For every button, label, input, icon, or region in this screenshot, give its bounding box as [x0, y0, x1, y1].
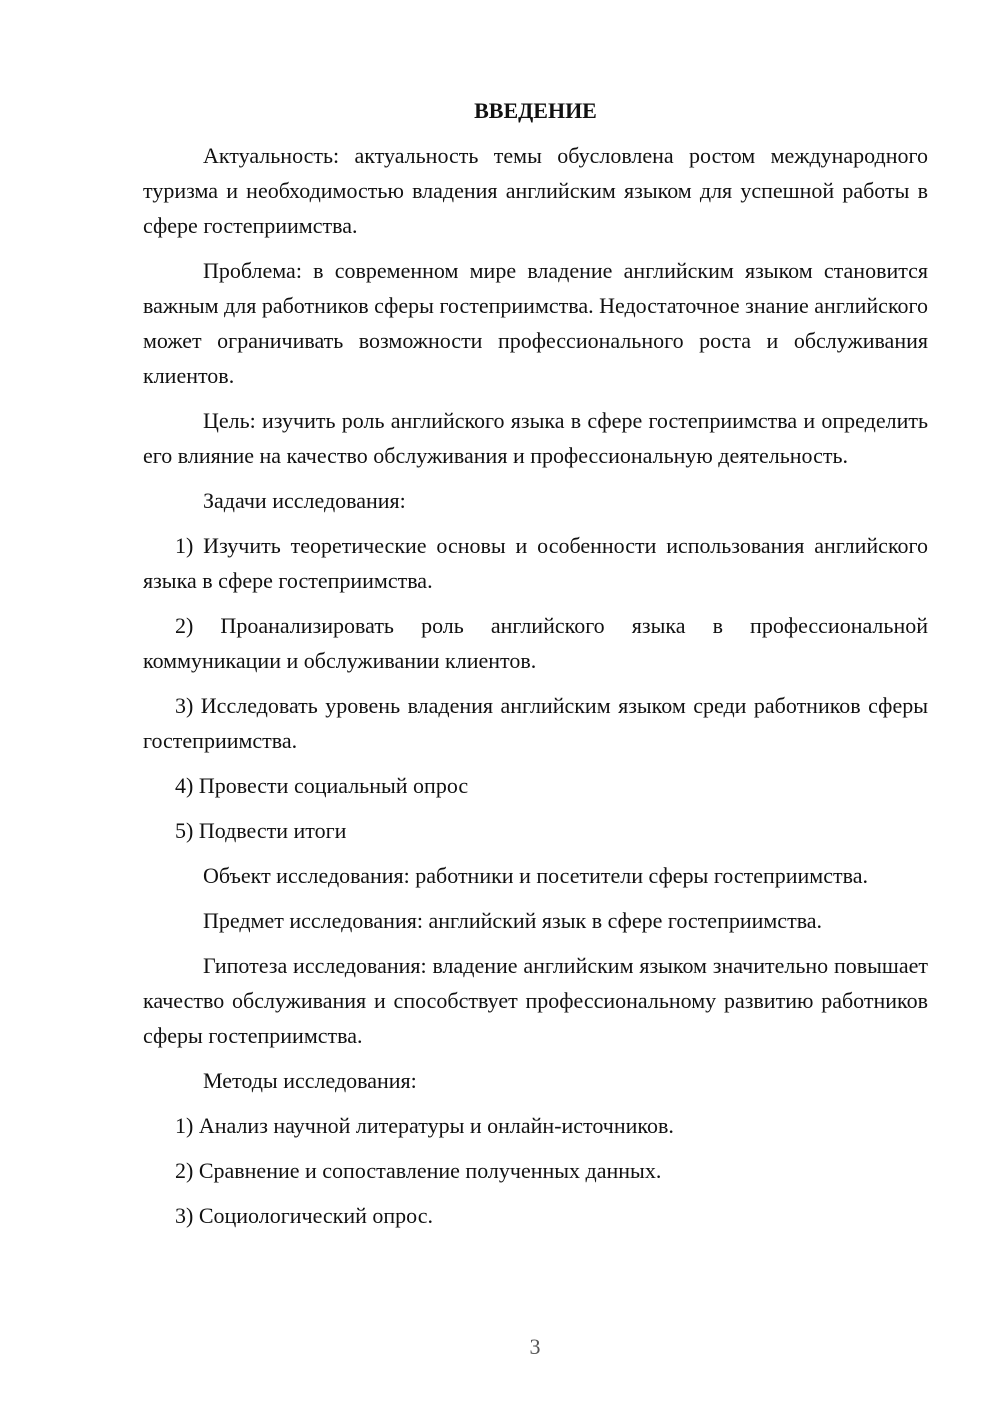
subject-paragraph: Предмет исследования: английский язык в сфере гостеприимства.: [203, 908, 823, 933]
methods-heading: Методы исследования:: [203, 1068, 417, 1093]
document-page: [143, 96, 928, 1243]
method-item: 1) Анализ научной литературы и онлайн-источников.: [175, 1113, 674, 1138]
task-item: 4) Провести социальный опрос: [175, 773, 469, 798]
tasks-heading: Задачи исследования:: [203, 488, 406, 513]
page-number: 3: [529, 1334, 541, 1359]
task-item: 5) Подвести итоги: [175, 818, 347, 843]
problem-paragraph: Проблема: в современном мире владение английским языком становится важным для работников сферы гостеприимства. Недостаточное знание английского может ограничивать возможности профессионального роста и обслуживания клиентов.: [143, 258, 928, 388]
hypothesis-paragraph: Гипотеза исследования: владение английским языком значительно повышает качество обслуживания и способствует профессиональному развитию работников сферы гостеприимства.: [143, 953, 928, 1048]
method-item: 3) Социологический опрос.: [175, 1203, 433, 1228]
section-title: ВВЕДЕНИЕ: [474, 98, 597, 123]
method-item: 2) Сравнение и сопоставление полученных данных.: [175, 1158, 662, 1183]
task-item: 1) Изучить теоретические основы и особенности использования английского языка в сфере гостеприимства.: [143, 533, 928, 593]
task-item: 2) Проанализировать роль английского языка в профессиональной коммуникации и обслуживании клиентов.: [143, 613, 928, 673]
task-item: 3) Исследовать уровень владения английским языком среди работников сферы гостеприимства.: [143, 693, 928, 753]
object-paragraph: Объект исследования: работники и посетители сферы гостеприимства.: [203, 863, 868, 888]
relevance-paragraph: Актуальность: актуальность темы обусловлена ростом международного туризма и необходимостью владения английским языком для успешной работы в сфере гостеприимства.: [143, 143, 928, 238]
goal-paragraph: Цель: изучить роль английского языка в сфере гостеприимства и определить его влияние на качество обслуживания и профессиональную деятельность.: [143, 408, 928, 468]
